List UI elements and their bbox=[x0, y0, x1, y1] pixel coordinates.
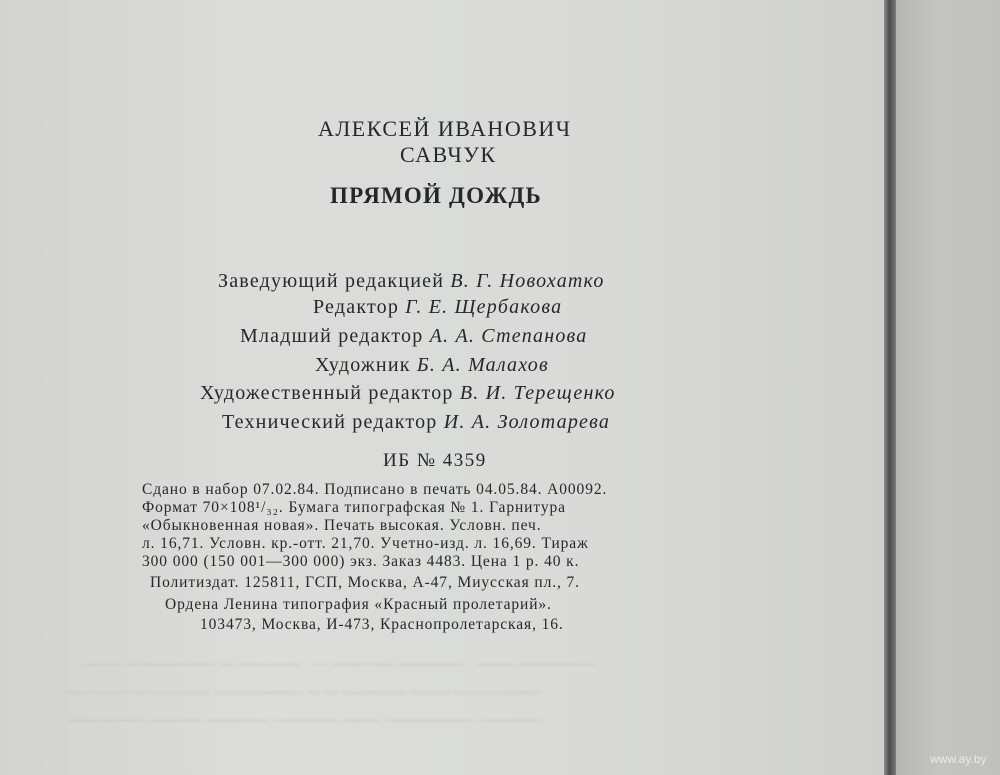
staff-role: Заведующий редакцией bbox=[218, 270, 445, 292]
staff-name: А. А. Степанова bbox=[429, 325, 588, 347]
author-name: АЛЕКСЕЙ ИВАНОВИЧ bbox=[318, 116, 572, 141]
book-title: ПРЯМОЙ ДОЖДЬ bbox=[330, 183, 542, 208]
staff-role: Редактор bbox=[313, 296, 400, 318]
staff-line bbox=[222, 411, 610, 434]
staff-name: Б. А. Малахов bbox=[416, 354, 549, 376]
site-watermark: www.ay.by bbox=[930, 752, 987, 766]
staff-role: Младший редактор bbox=[240, 325, 424, 347]
staff-line bbox=[240, 325, 587, 348]
staff-line bbox=[200, 382, 616, 405]
show-through-text: ─── ─────── ─ ───── ─ ───── ───── ─── ────── ───── ────── ─────── ─ ─ ───── ─── ─────── ────── ──── ───── ───── ─── ─────── ───── bbox=[64, 654, 596, 730]
ib-number: ИБ № 4359 bbox=[383, 450, 487, 471]
staff-role: Художественный редактор bbox=[200, 382, 454, 404]
imprint-line: «Обыкновенная новая». Печать высокая. Условн. печ. bbox=[142, 517, 542, 534]
staff-line bbox=[313, 296, 562, 319]
staff-role: Технический редактор bbox=[222, 411, 438, 433]
imprint-line: л. 16,71. Условн. кр.-отт. 21,70. Учетно-изд. л. 16,69. Тираж bbox=[142, 535, 589, 552]
book-spine-gutter bbox=[884, 0, 896, 775]
staff-line bbox=[218, 270, 605, 293]
staff-name: В. И. Терещенко bbox=[459, 382, 616, 404]
imprint-line: Ордена Ленина типография «Красный пролетарий». bbox=[165, 596, 552, 613]
imprint-line: 300 000 (150 001—300 000) экз. Заказ 4483. Цена 1 р. 40 к. bbox=[142, 553, 580, 570]
imprint-line: Формат 70×108¹/₃₂. Бумага типографская № 1. Гарнитура bbox=[142, 499, 566, 516]
author-surname: САВЧУК bbox=[400, 142, 497, 167]
imprint-line: Сдано в набор 07.02.84. Подписано в печать 04.05.84. А00092. bbox=[142, 481, 608, 498]
staff-name: В. Г. Новохатко bbox=[450, 270, 605, 292]
imprint-line: Политиздат. 125811, ГСП, Москва, А-47, Миусская пл., 7. bbox=[150, 574, 580, 591]
staff-name: Г. Е. Щербакова bbox=[405, 296, 563, 318]
imprint-line: 103473, Москва, И-473, Краснопролетарская, 16. bbox=[200, 616, 564, 633]
staff-role: Художник bbox=[315, 354, 411, 376]
staff-line bbox=[315, 354, 549, 377]
staff-name: И. А. Золотарева bbox=[443, 411, 611, 433]
facing-page bbox=[896, 0, 1000, 775]
